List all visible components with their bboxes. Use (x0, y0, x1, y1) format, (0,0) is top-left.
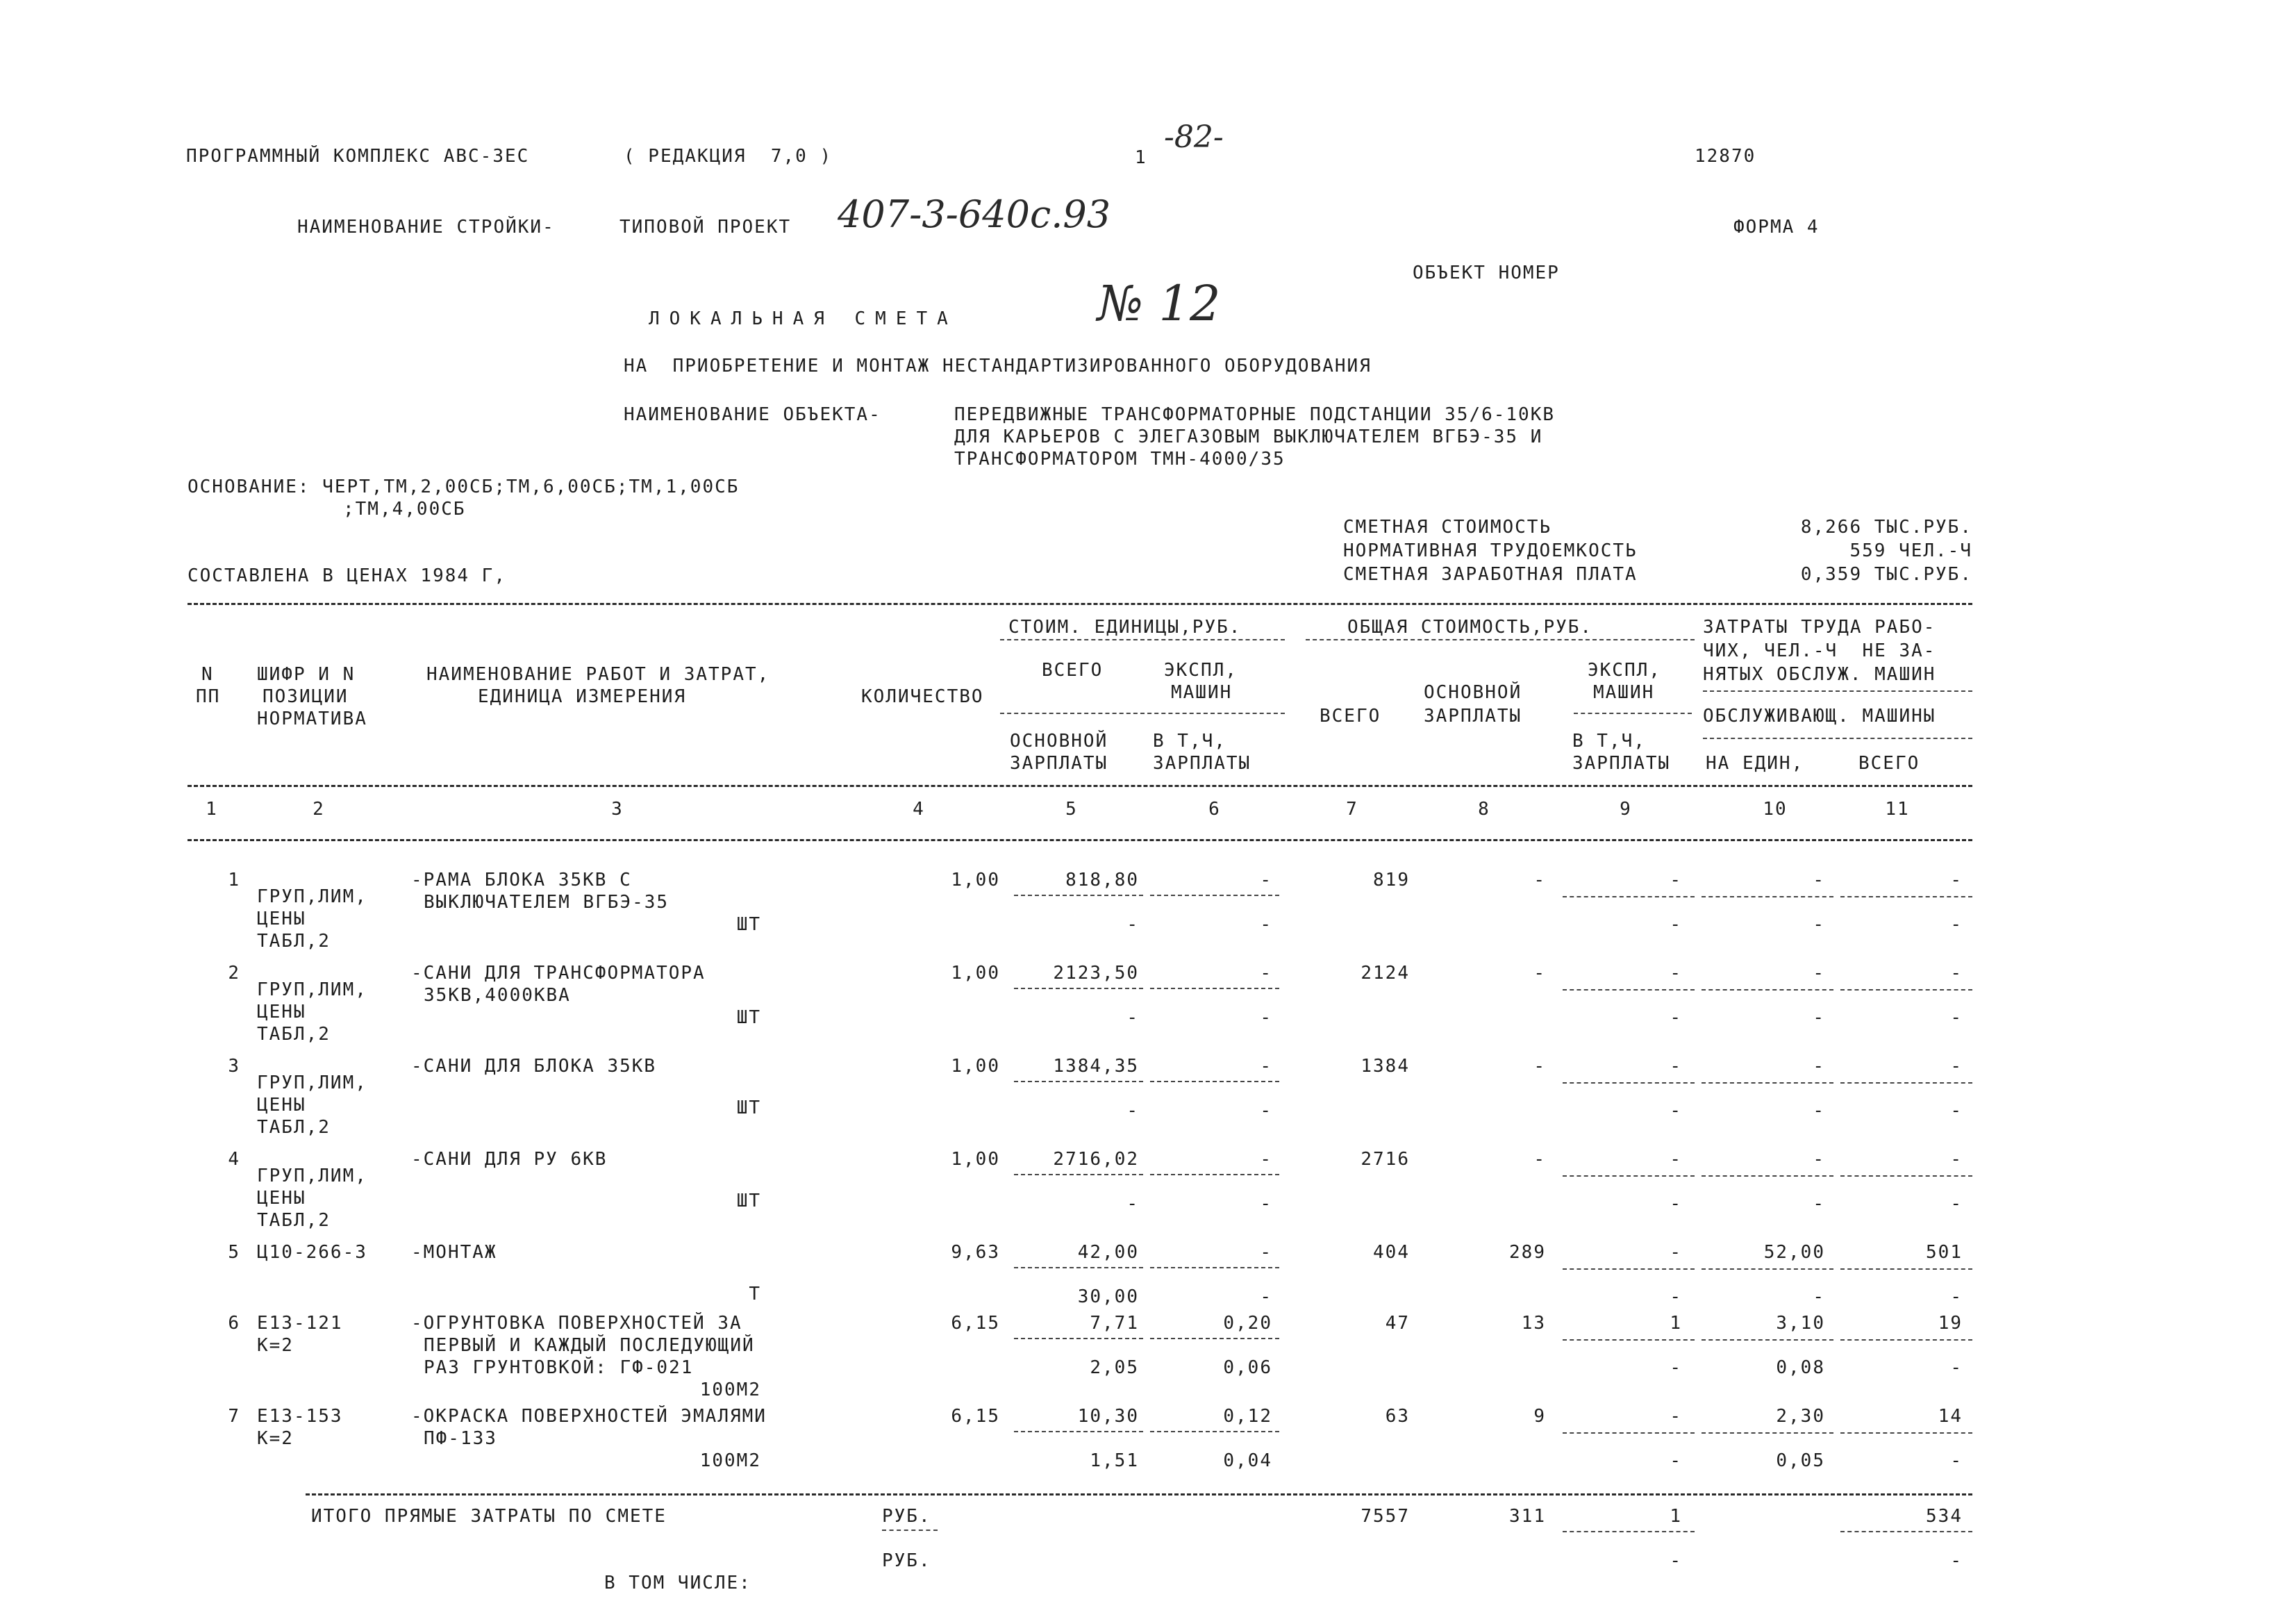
construction-label: НАИМЕНОВАНИЕ СТРОЙКИ- (297, 217, 555, 238)
row-total-cost: 404 (1373, 1242, 1410, 1263)
numbers-bottom-rule (188, 839, 1972, 841)
row-total-base-wage: - (1533, 1149, 1546, 1170)
totals-c9b: - (1670, 1550, 1682, 1571)
row-code: ЦЕНЫ (257, 1095, 306, 1116)
row-labor-per-unit: 3,10 (1776, 1313, 1825, 1334)
basis-line-2: ;ТМ,4,00СБ (343, 499, 466, 520)
summary-value-cost: 8,266 ТЫС.РУБ. (1800, 517, 1972, 538)
row-servicing-total: - (1950, 1357, 1963, 1378)
row-unit-cost-total: 2123,50 (1053, 963, 1139, 984)
page-small: 1 (1135, 147, 1147, 168)
totals-unit-1: РУБ. (882, 1506, 931, 1527)
row-total-base-wage: - (1533, 1056, 1546, 1077)
row-code: ЦЕНЫ (257, 1188, 306, 1209)
row-work-name: -ОГРУНТОВКА ПОВЕРХНОСТЕЙ ЗА (411, 1313, 742, 1334)
col-number-1: 1 (206, 799, 218, 820)
row-total-cost: 2716 (1361, 1149, 1410, 1170)
row-labor-total: - (1950, 963, 1963, 984)
col-number-4: 4 (913, 799, 925, 820)
row-expl-wage: - (1260, 914, 1272, 935)
row-number: 6 (228, 1313, 240, 1334)
estimate-title: ЛОКАЛЬНАЯ СМЕТА (649, 308, 958, 329)
table-top-rule (188, 603, 1972, 605)
row-work-name: -ОКРАСКА ПОВЕРХНОСТЕЙ ЭМАЛЯМИ (411, 1406, 767, 1427)
row-total-cost: 1384 (1361, 1056, 1410, 1077)
row-servicing-per-unit: 0,08 (1776, 1357, 1825, 1378)
totals-c9: 1 (1670, 1506, 1682, 1527)
row-labor-total: - (1950, 1056, 1963, 1077)
row-base-wage: - (1126, 914, 1139, 935)
row-unit-cost-total: 42,00 (1077, 1242, 1139, 1263)
row-subrule (1840, 896, 1972, 897)
row-subrule (1014, 1431, 1143, 1432)
summary-label-wage: СМЕТНАЯ ЗАРАБОТНАЯ ПЛАТА (1343, 564, 1638, 585)
col-number-2: 2 (313, 799, 325, 820)
row-total-base-wage: 13 (1521, 1313, 1546, 1334)
totals-c9-rule (1563, 1531, 1695, 1532)
including-label: В ТОМ ЧИСЛЕ: (604, 1573, 751, 1593)
row-subrule (1014, 1174, 1143, 1175)
col-header-total-cost: ОБЩАЯ СТОИМОСТЬ,РУБ. (1347, 617, 1593, 638)
row-expl-wage: - (1260, 1100, 1272, 1121)
row-unit: ШТ (736, 1007, 761, 1028)
row-servicing-per-unit: 0,05 (1776, 1450, 1825, 1471)
row-subrule (1702, 1082, 1833, 1084)
totals-unit-2: РУБ. (882, 1550, 931, 1571)
row-work-name: ПФ-133 (424, 1428, 497, 1449)
row-total-expl: - (1670, 1149, 1682, 1170)
row-servicing-total: - (1950, 1450, 1963, 1471)
row-code: ГРУП,ЛИМ, (257, 1166, 367, 1186)
object-name-line-1: ПЕРЕДВИЖНЫЕ ТРАНСФОРМАТОРНЫЕ ПОДСТАНЦИИ 35/6-10КВ (954, 404, 1556, 425)
col-header-total-base-1: ОСНОВНОЙ (1424, 682, 1522, 703)
row-expl-wage: - (1260, 1007, 1272, 1028)
row-total-base-wage: 9 (1533, 1406, 1546, 1427)
row-subrule (1563, 989, 1695, 991)
col-header-code-3: НОРМАТИВА (257, 709, 367, 729)
col-header-base-2: ЗАРПЛАТЫ (1010, 753, 1108, 774)
object-name-line-2: ДЛЯ КАРЬЕРОВ С ЭЛЕГАЗОВЫМ ВЫКЛЮЧАТЕЛЕМ ВГБЭ-35 И (954, 426, 1543, 447)
row-number: 2 (228, 963, 240, 984)
row-subrule (1014, 1267, 1143, 1268)
col-number-10: 10 (1763, 799, 1788, 820)
row-quantity: 1,00 (951, 1149, 1000, 1170)
row-expl-wage-total: - (1670, 1357, 1682, 1378)
row-expl-wage: - (1260, 1193, 1272, 1214)
row-subrule (1150, 1338, 1279, 1339)
row-total-cost: 2124 (1361, 963, 1410, 984)
row-labor-per-unit: 52,00 (1763, 1242, 1825, 1263)
row-subrule (1150, 1431, 1279, 1432)
row-quantity: 1,00 (951, 963, 1000, 984)
row-total-base-wage: - (1533, 870, 1546, 890)
row-total-cost: 47 (1385, 1313, 1410, 1334)
row-expl-wage-total: - (1670, 1007, 1682, 1028)
totals-top-rule (306, 1493, 1972, 1495)
page-number-handwritten: -82- (1164, 119, 1224, 155)
totals-c8: 311 (1509, 1506, 1546, 1527)
row-code: ТАБЛ,2 (257, 1117, 331, 1138)
row-servicing-total: - (1950, 1193, 1963, 1214)
row-work-name: 35КВ,4000КВА (424, 985, 571, 1006)
row-unit: ШТ (736, 1191, 761, 1211)
row-code: ГРУП,ЛИМ, (257, 979, 367, 1000)
row-code: ГРУП,ЛИМ, (257, 1072, 367, 1093)
row-subrule (1014, 1081, 1143, 1082)
row-code: К=2 (257, 1335, 294, 1356)
row-servicing-per-unit: - (1813, 1193, 1825, 1214)
row-number: 1 (228, 870, 240, 890)
row-subrule (1840, 1339, 1972, 1341)
row-expl-wage: - (1260, 1286, 1272, 1307)
row-labor-total: 501 (1926, 1242, 1963, 1263)
labor-subrule-2 (1703, 738, 1972, 739)
row-unit-cost-total: 1384,35 (1053, 1056, 1139, 1077)
col-header-total-vtch-2: ЗАРПЛАТЫ (1572, 753, 1671, 774)
row-subrule (1840, 1432, 1972, 1434)
col-header-pp: ПП (196, 686, 221, 707)
col-header-total-expl-2: МАШИН (1593, 682, 1655, 703)
row-unit-cost-total: 10,30 (1077, 1406, 1139, 1427)
row-total-expl: 1 (1670, 1313, 1682, 1334)
summary-value-labor: 559 ЧЕЛ.-Ч (1849, 540, 1972, 561)
row-subrule (1563, 1175, 1695, 1177)
col-header-unit-cost: СТОИМ. ЕДИНИЦЫ,РУБ. (1008, 617, 1242, 638)
row-code: ГРУП,ЛИМ, (257, 886, 367, 907)
row-total-base-wage: - (1533, 963, 1546, 984)
row-servicing-total: - (1950, 1286, 1963, 1307)
row-unit: 100М2 (699, 1450, 761, 1471)
row-total-expl: - (1670, 1406, 1682, 1427)
row-quantity: 1,00 (951, 870, 1000, 890)
row-work-name: -РАМА БЛОКА 35КВ С (411, 870, 632, 890)
row-unit-cost-total: 818,80 (1065, 870, 1139, 890)
row-labor-per-unit: 2,30 (1776, 1406, 1825, 1427)
row-subrule (1563, 1339, 1695, 1341)
row-code: ТАБЛ,2 (257, 1210, 331, 1231)
row-servicing-total: - (1950, 1007, 1963, 1028)
col-header-vtch-2: ЗАРПЛАТЫ (1153, 753, 1251, 774)
row-quantity: 1,00 (951, 1056, 1000, 1077)
object-number-label: ОБЪЕКТ НОМЕР (1413, 263, 1560, 283)
col-header-name-2: ЕДИНИЦА ИЗМЕРЕНИЯ (478, 686, 687, 707)
col-header-expl-2: МАШИН (1171, 682, 1233, 703)
row-total-cost: 63 (1385, 1406, 1410, 1427)
col-header-total-vsego: ВСЕГО (1320, 706, 1381, 727)
row-base-wage: 2,05 (1090, 1357, 1139, 1378)
form-label: ФОРМА 4 (1733, 217, 1820, 238)
summary-value-wage: 0,359 ТЫС.РУБ. (1800, 564, 1972, 585)
row-unit: ШТ (736, 1097, 761, 1118)
row-labor-per-unit: - (1813, 870, 1825, 890)
row-unit: Т (749, 1284, 761, 1304)
row-labor-total: 19 (1938, 1313, 1963, 1334)
col-header-per-unit: НА ЕДИН, (1706, 753, 1804, 774)
row-code: ЦЕНЫ (257, 1002, 306, 1022)
row-unit-cost-expl: 0,20 (1223, 1313, 1272, 1334)
row-subrule (1563, 1432, 1695, 1434)
col-header-vtch-1: В Т,Ч, (1153, 731, 1226, 752)
col-header-quantity: КОЛИЧЕСТВО (861, 686, 984, 707)
row-code: ТАБЛ,2 (257, 931, 331, 952)
col-header-labor-2: ЧИХ, ЧЕЛ.-Ч НЕ ЗА- (1703, 640, 1936, 661)
object-name-label: НАИМЕНОВАНИЕ ОБЪЕКТА- (624, 404, 881, 425)
col-header-total-vtch-1: В Т,Ч, (1572, 731, 1646, 752)
row-number: 7 (228, 1406, 240, 1427)
row-subrule (1702, 989, 1833, 991)
row-code: ТАБЛ,2 (257, 1024, 331, 1045)
row-servicing-total: - (1950, 914, 1963, 935)
row-subrule (1702, 1339, 1833, 1341)
col-header-code-2: ПОЗИЦИИ (263, 686, 349, 707)
col-number-8: 8 (1478, 799, 1490, 820)
estimate-purpose: НА ПРИОБРЕТЕНИЕ И МОНТАЖ НЕСТАНДАРТИЗИРОВАННОГО ОБОРУДОВАНИЯ (624, 356, 1372, 376)
row-subrule (1840, 1082, 1972, 1084)
object-name-line-3: ТРАНСФОРМАТОРОМ ТМН-4000/35 (954, 449, 1286, 470)
row-total-expl: - (1670, 1056, 1682, 1077)
row-work-name: РАЗ ГРУНТОВКОЙ: ГФ-021 (424, 1357, 694, 1378)
col-number-9: 9 (1620, 799, 1632, 820)
col-number-11: 11 (1885, 799, 1910, 820)
summary-label-cost: СМЕТНАЯ СТОИМОСТЬ (1343, 517, 1552, 538)
row-expl-wage-total: - (1670, 1286, 1682, 1307)
row-subrule (1563, 1268, 1695, 1270)
row-unit-cost-expl: - (1260, 870, 1272, 890)
project-label: ТИПОВОЙ ПРОЕКТ (619, 217, 792, 238)
row-expl-wage-total: - (1670, 1193, 1682, 1214)
row-expl-wage-total: - (1670, 914, 1682, 935)
row-code: Е13-153 (257, 1406, 343, 1427)
row-subrule (1150, 1081, 1279, 1082)
totals-c11-rule (1840, 1531, 1972, 1532)
row-subrule (1563, 896, 1695, 897)
total-cost-subrule (1306, 639, 1695, 640)
row-unit-cost-expl: - (1260, 1149, 1272, 1170)
col-header-base-1: ОСНОВНОЙ (1010, 731, 1108, 752)
row-work-name: -САНИ ДЛЯ БЛОКА 35КВ (411, 1056, 657, 1077)
col-header-labor-1: ЗАТРАТЫ ТРУДА РАБО- (1703, 617, 1936, 638)
row-servicing-per-unit: - (1813, 1007, 1825, 1028)
row-work-name: -САНИ ДЛЯ ТРАНСФОРМАТОРА (411, 963, 706, 984)
row-unit-cost-expl: - (1260, 1056, 1272, 1077)
row-expl-wage: 0,06 (1223, 1357, 1272, 1378)
row-subrule (1150, 895, 1279, 896)
unit-cost-subrule (1000, 639, 1285, 640)
totals-unit-rule (882, 1530, 938, 1531)
row-subrule (1702, 896, 1833, 897)
row-subrule (1150, 1267, 1279, 1268)
row-subrule (1014, 895, 1143, 896)
totals-c7: 7557 (1361, 1506, 1410, 1527)
col-number-7: 7 (1346, 799, 1358, 820)
col-number-3: 3 (611, 799, 624, 820)
row-total-expl: - (1670, 1242, 1682, 1263)
row-subrule (1150, 1174, 1279, 1175)
row-unit-cost-total: 7,71 (1090, 1313, 1139, 1334)
row-quantity: 6,15 (951, 1406, 1000, 1427)
col-header-labor-total: ВСЕГО (1858, 753, 1920, 774)
col-header-servicing: ОБСЛУЖИВАЮЩ. МАШИНЫ (1703, 706, 1936, 727)
row-servicing-per-unit: - (1813, 1100, 1825, 1121)
row-subrule (1563, 1082, 1695, 1084)
row-code: Ц10-266-3 (257, 1242, 367, 1263)
row-subrule (1150, 988, 1279, 989)
row-servicing-per-unit: - (1813, 914, 1825, 935)
row-subrule (1840, 1175, 1972, 1177)
document-number: 12870 (1695, 146, 1756, 167)
row-labor-per-unit: - (1813, 1056, 1825, 1077)
project-number-handwritten: 407-3-640с.93 (838, 192, 1111, 236)
row-unit: 100М2 (699, 1379, 761, 1400)
row-number: 5 (228, 1242, 240, 1263)
row-base-wage: - (1126, 1193, 1139, 1214)
row-work-name: -САНИ ДЛЯ РУ 6КВ (411, 1149, 608, 1170)
row-quantity: 6,15 (951, 1313, 1000, 1334)
col-header-total-expl-1: ЭКСПЛ, (1588, 660, 1661, 681)
col-header-expl-1: ЭКСПЛ, (1164, 660, 1238, 681)
row-base-wage: - (1126, 1007, 1139, 1028)
row-expl-wage-total: - (1670, 1100, 1682, 1121)
col-header-labor-3: НЯТЫХ ОБСЛУЖ. МАШИН (1703, 664, 1936, 685)
col-header-name-1: НАИМЕНОВАНИЕ РАБОТ И ЗАТРАТ, (426, 664, 770, 685)
row-base-wage: 1,51 (1090, 1450, 1139, 1471)
row-subrule (1014, 1338, 1143, 1339)
col-header-code-1: ШИФР И N (257, 664, 356, 685)
row-code: ЦЕНЫ (257, 909, 306, 929)
row-subrule (1702, 1268, 1833, 1270)
summary-label-labor: НОРМАТИВНАЯ ТРУДОЕМКОСТЬ (1343, 540, 1638, 561)
row-labor-per-unit: - (1813, 1149, 1825, 1170)
row-labor-total: - (1950, 870, 1963, 890)
col-number-6: 6 (1208, 799, 1221, 820)
row-code: К=2 (257, 1428, 294, 1449)
row-base-wage: - (1126, 1100, 1139, 1121)
program-name: ПРОГРАММНЫЙ КОМПЛЕКС АВС-3ЕС (186, 146, 530, 167)
row-work-name: ПЕРВЫЙ И КАЖДЫЙ ПОСЛЕДУЮЩИЙ (424, 1335, 755, 1356)
row-subrule (1840, 1268, 1972, 1270)
row-servicing-per-unit: - (1813, 1286, 1825, 1307)
row-subrule (1014, 988, 1143, 989)
row-labor-total: 14 (1938, 1406, 1963, 1427)
totals-label: ИТОГО ПРЯМЫЕ ЗАТРАТЫ ПО СМЕТЕ (311, 1506, 667, 1527)
col-header-n: N (201, 664, 214, 685)
row-total-cost: 819 (1373, 870, 1410, 890)
col-header-vsego: ВСЕГО (1042, 660, 1104, 681)
row-subrule (1702, 1432, 1833, 1434)
row-total-base-wage: 289 (1509, 1242, 1546, 1263)
row-base-wage: 30,00 (1077, 1286, 1139, 1307)
total-expl-subrule (1574, 713, 1692, 714)
labor-subrule-1 (1703, 690, 1972, 692)
row-unit-cost-expl: - (1260, 963, 1272, 984)
unit-cost-subrule-2 (1000, 713, 1285, 714)
row-work-name: ВЫКЛЮЧАТЕЛЕМ ВГБЭ-35 (424, 892, 669, 913)
row-unit-cost-total: 2716,02 (1053, 1149, 1139, 1170)
totals-c11b: - (1950, 1550, 1963, 1571)
estimate-number-handwritten: № 12 (1097, 275, 1221, 332)
row-unit-cost-expl: 0,12 (1223, 1406, 1272, 1427)
row-number: 4 (228, 1149, 240, 1170)
row-labor-per-unit: - (1813, 963, 1825, 984)
row-work-name: -МОНТАЖ (411, 1242, 497, 1263)
col-number-5: 5 (1065, 799, 1078, 820)
col-header-total-base-2: ЗАРПЛАТЫ (1424, 706, 1522, 727)
row-unit-cost-expl: - (1260, 1242, 1272, 1263)
row-unit: ШТ (736, 914, 761, 935)
row-expl-wage: 0,04 (1223, 1450, 1272, 1471)
row-total-expl: - (1670, 963, 1682, 984)
edition: ( РЕДАКЦИЯ 7,0 ) (624, 146, 833, 167)
row-subrule (1840, 989, 1972, 991)
row-subrule (1702, 1175, 1833, 1177)
row-code: Е13-121 (257, 1313, 343, 1334)
row-expl-wage-total: - (1670, 1450, 1682, 1471)
header-bottom-rule (188, 785, 1972, 787)
row-quantity: 9,63 (951, 1242, 1000, 1263)
basis-line-1: ОСНОВАНИЕ: ЧЕРТ,ТМ,2,00СБ;ТМ,6,00СБ;ТМ,1,00СБ (188, 477, 740, 497)
row-servicing-total: - (1950, 1100, 1963, 1121)
row-total-expl: - (1670, 870, 1682, 890)
row-number: 3 (228, 1056, 240, 1077)
totals-c11: 534 (1926, 1506, 1963, 1527)
prices-basis: СОСТАВЛЕНА В ЦЕНАХ 1984 Г, (188, 565, 506, 586)
row-labor-total: - (1950, 1149, 1963, 1170)
